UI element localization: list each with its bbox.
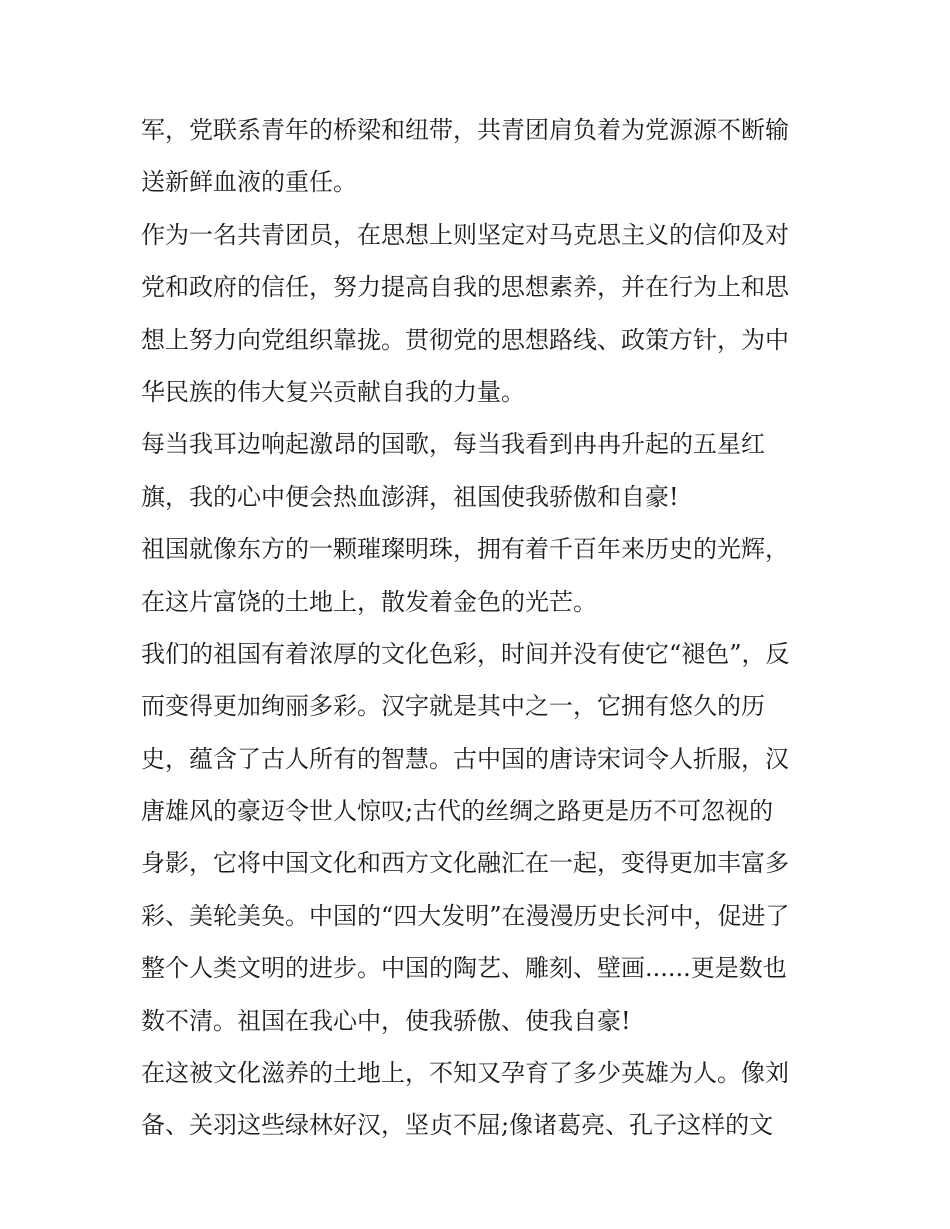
text-line-17: 整个人类文明的进步。中国的陶艺、雕刻、壁画......更是数也 [141,954,787,983]
text-line-19: 在这被文化滋养的土地上，不知又孕育了多少英雄为人。像刘 [141,1059,789,1088]
text-line-16: 彩、美轮美奂。中国的“四大发明”在漫漫历史长河中，促进了 [141,901,790,930]
text-line-8: 旗，我的心中便会热血澎湃，祖国使我骄傲和自豪! [141,482,679,511]
text-line-12: 而变得更加绚丽多彩。汉字就是其中之一，它拥有悠久的历 [141,692,765,721]
text-line-13: 史，蕴含了古人所有的智慧。古中国的唐诗宋词令人折服，汉 [141,744,789,773]
text-line-4: 党和政府的信任，努力提高自我的思想素养，并在行为上和思 [141,273,789,302]
text-line-2: 送新鲜血液的重任。 [141,168,357,197]
text-line-10: 在这片富饶的土地上，散发着金色的光芒。 [141,587,597,616]
text-line-5: 想上努力向党组织靠拢。贯彻党的思想路线、政策方针，为中 [141,325,789,354]
text-line-18: 数不清。祖国在我心中，使我骄傲、使我自豪! [141,1006,631,1035]
text-line-7: 每当我耳边响起激昂的国歌，每当我看到冉冉升起的五星红 [141,430,765,459]
text-line-3: 作为一名共青团员，在思想上则坚定对马克思主义的信仰及对 [141,220,789,249]
text-line-15: 身影，它将中国文化和西方文化融汇在一起，变得更加丰富多 [141,849,789,878]
text-line-14: 唐雄风的豪迈令世人惊叹;古代的丝绸之路更是历不可忽视的 [141,797,774,826]
text-line-6: 华民族的伟大复兴贡献自我的力量。 [141,377,525,406]
body-text [141,104,821,1152]
text-line-11: 我们的祖国有着浓厚的文化色彩，时间并没有使它“褪色”，反 [141,639,790,668]
text-line-20: 备、关羽这些绿林好汉，坚贞不屈;像诸葛亮、孔子这样的文 [141,1111,774,1140]
text-line-9: 祖国就像东方的一颗璀璨明珠，拥有着千百年来历史的光辉， [141,535,789,564]
text-line-1: 军，党联系青年的桥梁和纽带，共青团肩负着为党源源不断输 [141,116,789,144]
